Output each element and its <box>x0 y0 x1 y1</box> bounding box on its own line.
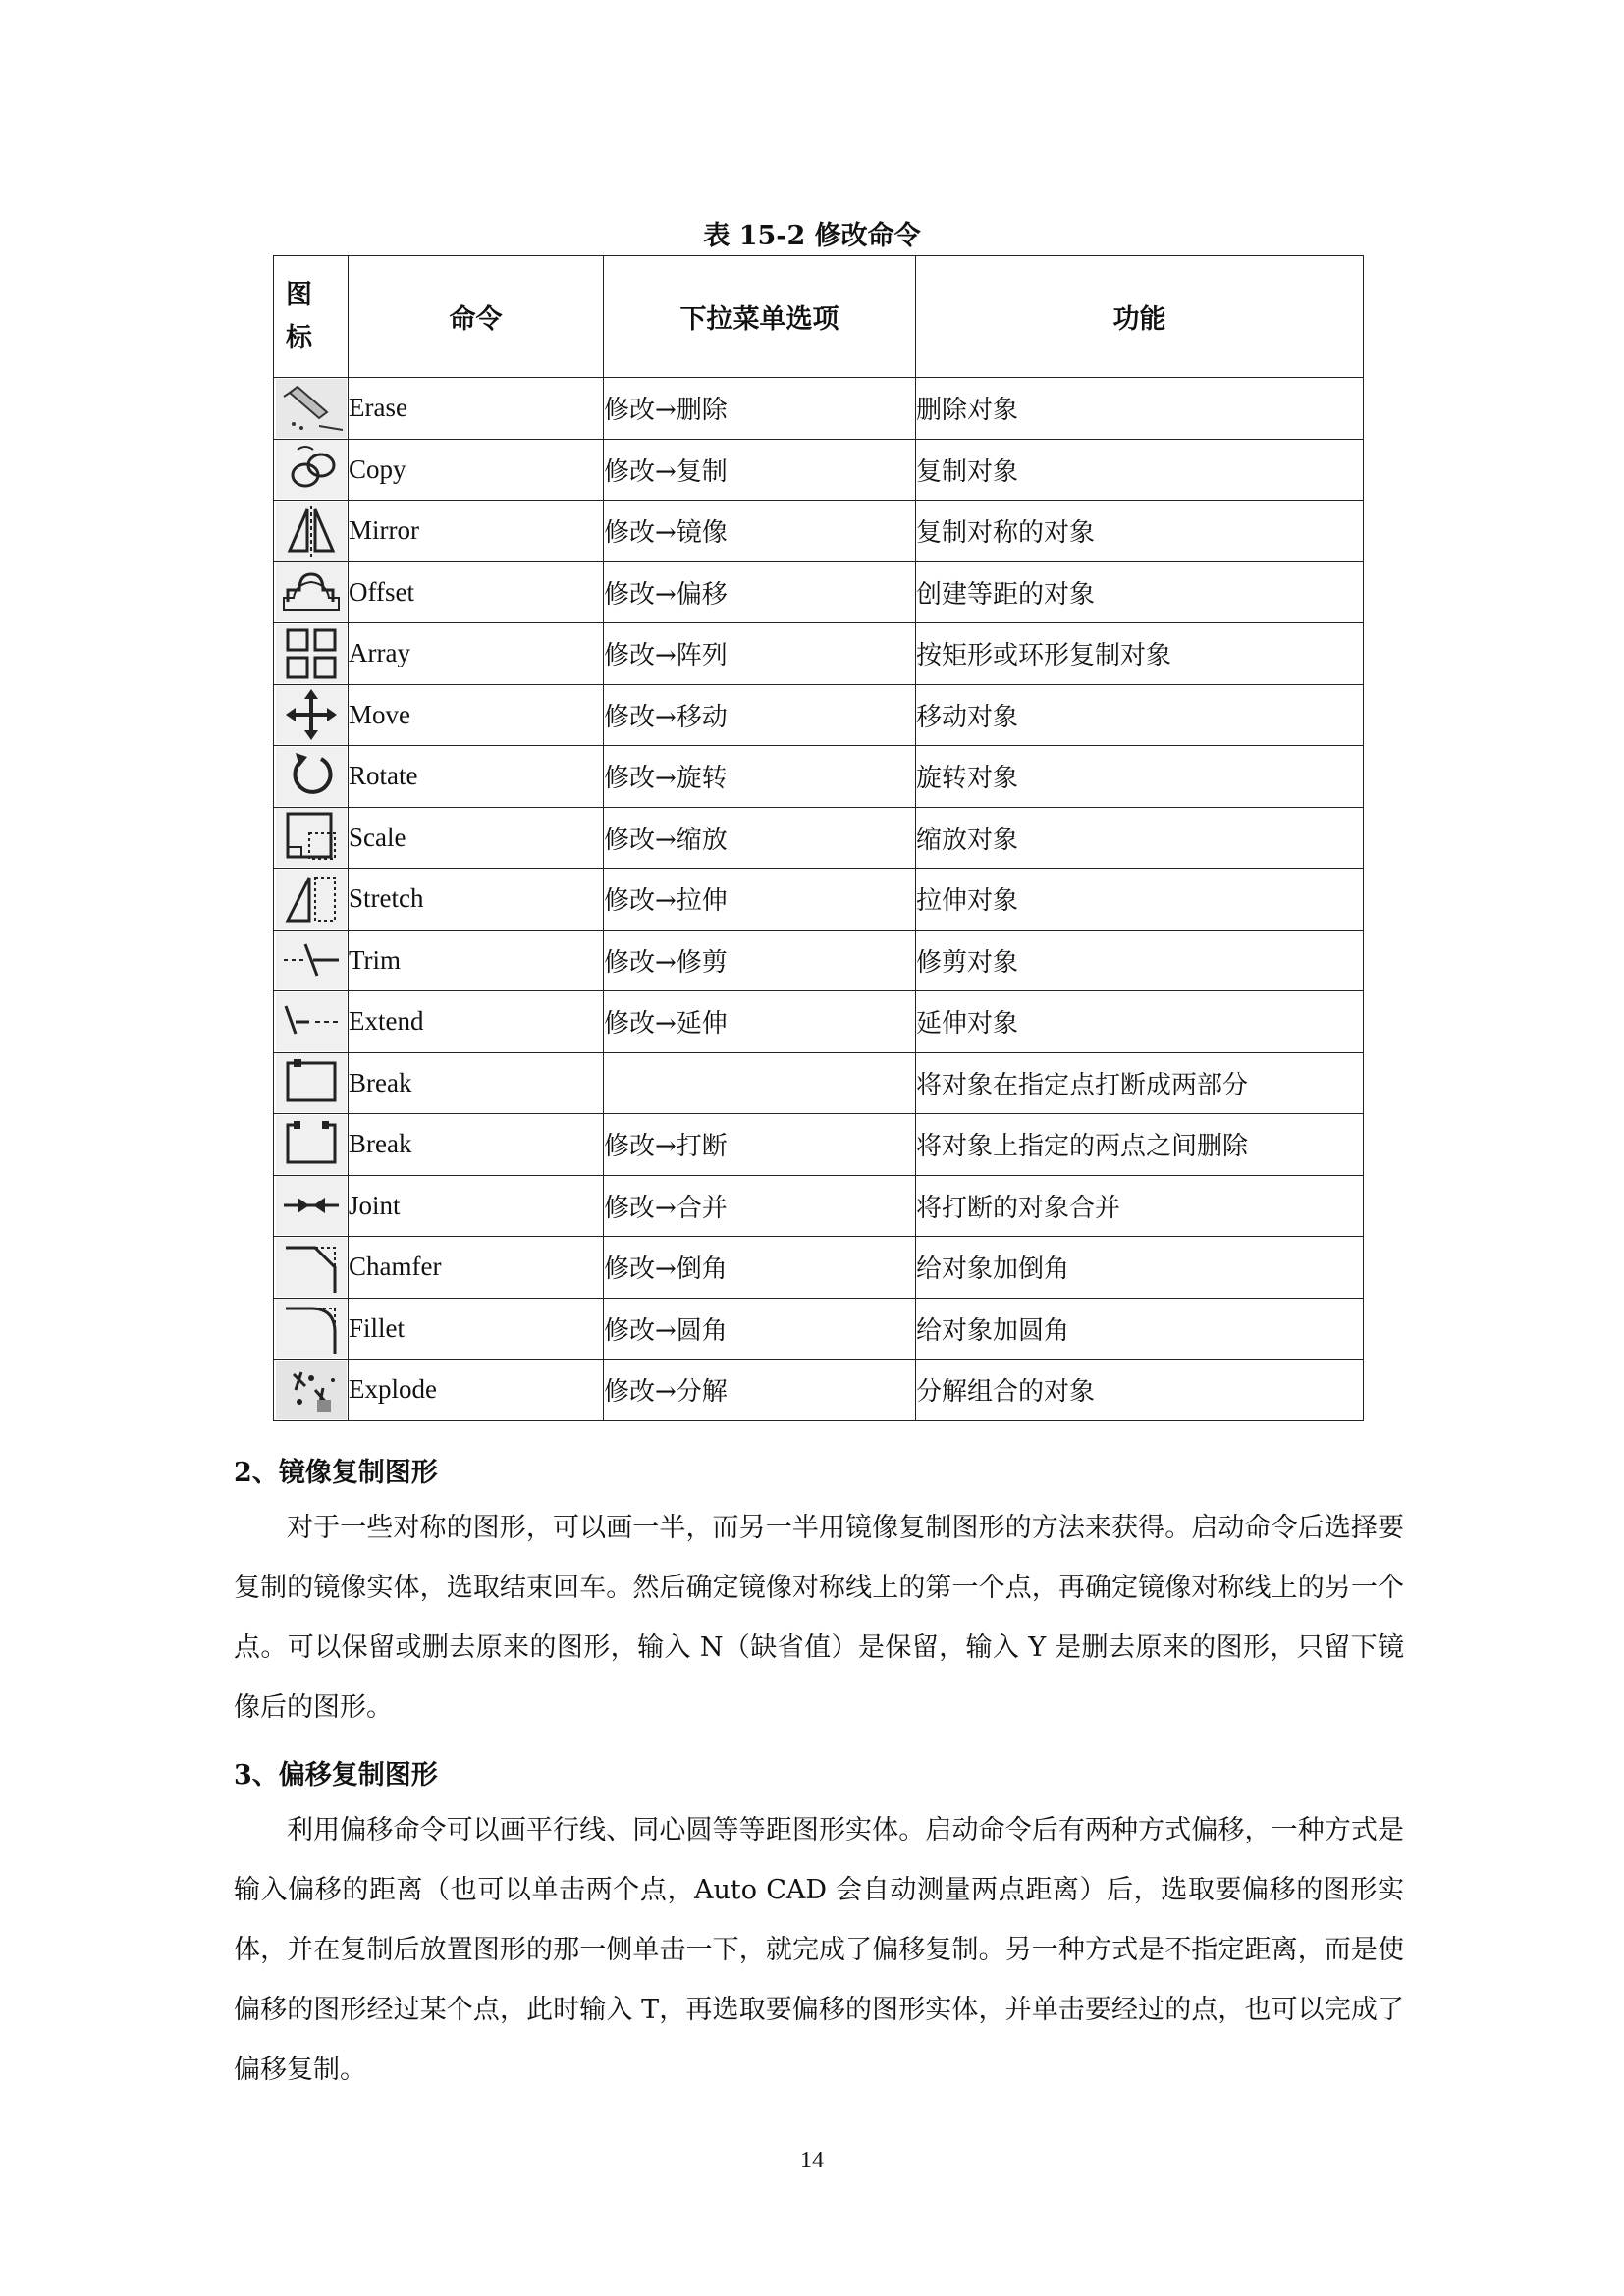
function-desc: 将对象上指定的两点之间删除 <box>916 1114 1364 1176</box>
explode-icon <box>274 1360 349 1421</box>
menu-path: 修改→删除 <box>604 378 916 440</box>
trim-icon <box>274 930 349 991</box>
table-row <box>274 930 1364 991</box>
table-row <box>274 501 1364 562</box>
break-icon <box>274 1114 349 1176</box>
menu-path: 修改→拉伸 <box>604 869 916 931</box>
table-row <box>274 869 1364 931</box>
menu-path <box>604 1052 916 1114</box>
table-row <box>274 1114 1364 1176</box>
function-desc: 将打断的对象合并 <box>916 1175 1364 1237</box>
header-icon: 图 标 <box>274 256 349 378</box>
menu-path: 修改→阵列 <box>604 623 916 685</box>
menu-path: 修改→移动 <box>604 684 916 746</box>
table-row <box>274 991 1364 1053</box>
rotate-icon <box>274 746 349 808</box>
menu-path: 修改→复制 <box>604 439 916 501</box>
menu-path: 修改→倒角 <box>604 1237 916 1299</box>
header-command: 命令 <box>349 256 604 378</box>
command-name: Array <box>349 623 604 685</box>
function-desc: 按矩形或环形复制对象 <box>916 623 1364 685</box>
menu-path: 修改→缩放 <box>604 807 916 869</box>
mirror-icon <box>274 501 349 562</box>
table-row <box>274 1360 1364 1421</box>
join-icon <box>274 1175 349 1237</box>
menu-path: 修改→偏移 <box>604 561 916 623</box>
command-name: Erase <box>349 378 604 440</box>
menu-path: 修改→分解 <box>604 1360 916 1421</box>
command-name: Joint <box>349 1175 604 1237</box>
function-desc: 分解组合的对象 <box>916 1360 1364 1421</box>
function-desc: 复制对象 <box>916 439 1364 501</box>
extend-icon <box>274 991 349 1053</box>
stretch-icon <box>274 869 349 931</box>
menu-path: 修改→镜像 <box>604 501 916 562</box>
command-name: Rotate <box>349 746 604 808</box>
command-name: Fillet <box>349 1298 604 1360</box>
function-desc: 缩放对象 <box>916 807 1364 869</box>
menu-path: 修改→圆角 <box>604 1298 916 1360</box>
function-desc: 延伸对象 <box>916 991 1364 1053</box>
command-name: Move <box>349 684 604 746</box>
command-name: Extend <box>349 991 604 1053</box>
table-row <box>274 439 1364 501</box>
section-heading-offset: 3、偏移复制图形 <box>234 1760 438 1790</box>
move-icon <box>274 684 349 746</box>
section-heading-mirror: 2、镜像复制图形 <box>234 1458 438 1488</box>
command-name: Stretch <box>349 869 604 931</box>
break-at-point-icon <box>274 1052 349 1114</box>
array-icon <box>274 623 349 685</box>
command-name: Copy <box>349 439 604 501</box>
table-row <box>274 378 1364 440</box>
erase-icon <box>274 378 349 440</box>
section-body-offset: 利用偏移命令可以画平行线、同心圆等等距图形实体。启动命令后有两种方式偏移，一种方式是输入偏移的距离（也可以单击两个点，Auto CAD 会自动测量两点距离）后，选取要偏移的图形实体，并在复制后放置图形的那一侧单击一下，就完成了偏移复制。另一种方式是不指定距离，而是使偏移的图形经过某个点，此时输入 T，再选取要偏移的图形实体，并单击要经过的点，也可以完成了偏移复制。 <box>234 1815 1404 2085</box>
command-name: Chamfer <box>349 1237 604 1299</box>
menu-path: 修改→延伸 <box>604 991 916 1053</box>
table-row <box>274 746 1364 808</box>
command-name: Break <box>349 1052 604 1114</box>
menu-path: 修改→修剪 <box>604 930 916 991</box>
command-name: Trim <box>349 930 604 991</box>
command-name: Break <box>349 1114 604 1176</box>
table-header-row <box>274 256 1364 378</box>
function-desc: 给对象加圆角 <box>916 1298 1364 1360</box>
table-row <box>274 807 1364 869</box>
scale-icon <box>274 807 349 869</box>
section-body-mirror: 对于一些对称的图形，可以画一半，而另一半用镜像复制图形的方法来获得。启动命令后选择要复制的镜像实体，选取结束回车。然后确定镜像对称线上的第一个点，再确定镜像对称线上的另一个点。可以保留或删去原来的图形，输入 N（缺省值）是保留，输入 Y 是删去原来的图形，只留下镜像后的图形。 <box>234 1513 1404 1723</box>
table-row <box>274 623 1364 685</box>
function-desc: 创建等距的对象 <box>916 561 1364 623</box>
copy-icon <box>274 439 349 501</box>
menu-path: 修改→旋转 <box>604 746 916 808</box>
function-desc: 移动对象 <box>916 684 1364 746</box>
command-name: Offset <box>349 561 604 623</box>
header-function: 功能 <box>916 256 1364 378</box>
page-number: 14 <box>800 2148 824 2173</box>
table-row <box>274 1175 1364 1237</box>
menu-path: 修改→合并 <box>604 1175 916 1237</box>
table-row <box>274 1298 1364 1360</box>
command-name: Mirror <box>349 501 604 562</box>
table-row <box>274 1052 1364 1114</box>
fillet-icon <box>274 1298 349 1360</box>
table-row <box>274 561 1364 623</box>
function-desc: 删除对象 <box>916 378 1364 440</box>
function-desc: 将对象在指定点打断成两部分 <box>916 1052 1364 1114</box>
function-desc: 给对象加倒角 <box>916 1237 1364 1299</box>
function-desc: 旋转对象 <box>916 746 1364 808</box>
table-row <box>274 1237 1364 1299</box>
menu-path: 修改→打断 <box>604 1114 916 1176</box>
header-menu: 下拉菜单选项 <box>604 256 916 378</box>
modify-commands-table <box>273 255 1364 1421</box>
function-desc: 复制对称的对象 <box>916 501 1364 562</box>
function-desc: 修剪对象 <box>916 930 1364 991</box>
chamfer-icon <box>274 1237 349 1299</box>
command-name: Scale <box>349 807 604 869</box>
table-row <box>274 684 1364 746</box>
table-caption: 表 15-2 修改命令 <box>703 221 921 251</box>
offset-icon <box>274 561 349 623</box>
function-desc: 拉伸对象 <box>916 869 1364 931</box>
command-name: Explode <box>349 1360 604 1421</box>
